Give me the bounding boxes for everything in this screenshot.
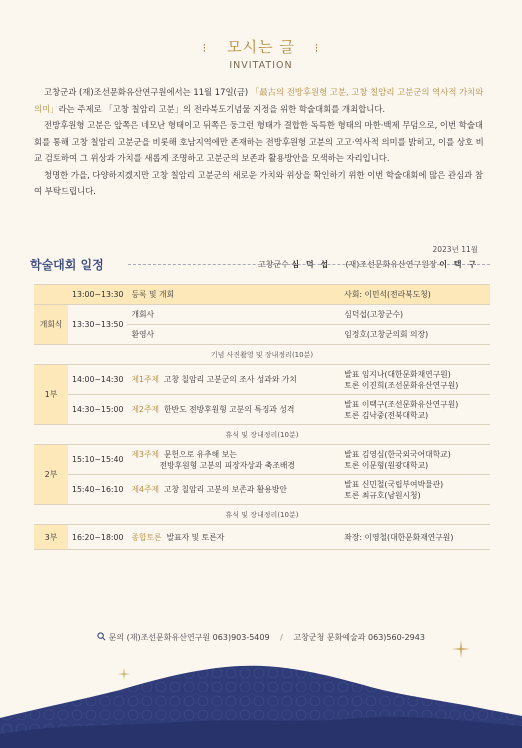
table-cell: 심덕섭(고창군수) — [340, 305, 490, 325]
presenter: 발표 신민철(국립부여박물관) — [344, 479, 444, 489]
theme-label: 종합토론 — [131, 532, 162, 542]
title-text: 모시는 글 — [227, 38, 295, 56]
theme-label: 제1주제 — [131, 375, 160, 384]
theme-label: 제3주제 — [131, 449, 160, 459]
invitation-date: 2023년 11월 — [432, 245, 478, 254]
invitation-header — [0, 36, 522, 71]
table-row — [34, 445, 490, 475]
table-cell — [340, 445, 490, 475]
table-cell: 등록 및 개회 — [127, 285, 340, 305]
signer-2-name: 이 택 구 — [439, 260, 478, 269]
table-cell: 14:00~14:30 — [68, 365, 127, 395]
theme-title: 문헌으로 유추해 보는 — [164, 449, 237, 459]
presenter: 발표 임지나(대한문화재연구원) — [344, 369, 451, 379]
table-row — [34, 365, 490, 395]
signer-1-name: 심 덕 섭 — [291, 260, 331, 269]
section-label: 3부 — [34, 525, 68, 550]
break-row: 기념 사진촬영 및 장내정리(10분) — [34, 345, 490, 365]
table-cell: 개회사 — [127, 305, 340, 325]
table-cell — [127, 525, 340, 550]
presenter: 발표 이택구(조선문화유산연구원) — [344, 399, 459, 409]
table-row — [34, 525, 490, 550]
table-cell: 13:00~13:30 — [68, 285, 127, 305]
discussant: 토론 최규호(남원시청) — [344, 490, 421, 500]
table-cell — [127, 395, 340, 425]
table-row — [34, 305, 490, 325]
table-cell — [340, 365, 490, 395]
paragraph-1 — [34, 84, 490, 117]
schedule-divider — [128, 264, 490, 265]
contact-separator: / — [280, 633, 283, 642]
theme-title-line2: 전방후원형 고분의 피장자상과 축조배경 — [159, 460, 295, 470]
theme-label: 제4주제 — [131, 485, 160, 494]
paragraph-1-end: 라는 주제로 「고창 칠암리 고분」의 전라북도기념물 지정을 위한 학술대회를 개최합니다. — [58, 103, 386, 114]
theme-title: 발표자 및 토론자 — [166, 532, 225, 542]
table-cell — [34, 285, 68, 305]
table-cell: 환영사 — [127, 325, 340, 345]
table-cell: 14:30~15:00 — [68, 395, 127, 425]
mountain-illustration — [0, 638, 522, 748]
table-cell: 15:40~16:10 — [68, 475, 127, 505]
dots-icon: ⁝ — [314, 41, 320, 55]
break-row: 휴식 및 장내정리(10분) — [34, 425, 490, 445]
invitation-subtitle: INVITATION — [229, 60, 293, 71]
theme-title: 고창 칠암리 고분의 보존과 활용방안 — [164, 485, 287, 494]
discussant: 토론 이문형(원광대학교) — [344, 460, 429, 470]
invitation-body — [34, 84, 490, 200]
contact-2: 고창군청 문화예술과 063)560-2943 — [293, 633, 425, 642]
schedule-title: 학술대회 일정 — [30, 258, 104, 272]
contact-1: 문의 (재)조선문화유산연구원 063)903-5409 — [108, 633, 270, 642]
table-cell — [127, 365, 340, 395]
schedule-table — [34, 284, 490, 550]
table-cell — [340, 395, 490, 425]
table-cell: 13:30~13:50 — [68, 305, 127, 345]
paragraph-2: 전방후원형 고분은 앞쪽은 네모난 형태이고 뒤쪽은 둥그런 형태가 결합한 독특한 형태의 마한·백제 무덤으로, 이번 학술대회를 통해 고창 칠암리 고분군을 비롯해 호남지역에만 존재하는 전방후원형 고분의 고고·역사적 의미를 밝히고, 이를 상호 비교 검토하여 그 위상과 가치를 새롭게 조명하고 고분군의 보존과 활용방안을 모색하는 자리입니다. — [34, 120, 484, 163]
table-cell — [340, 475, 490, 505]
table-cell: 15:10~15:40 — [68, 445, 127, 475]
table-cell: 좌장: 이영철(대한문화재연구원) — [340, 525, 490, 550]
paragraph-1-highlight: 「最古의 전방후원형 고분, 고창 칠암리 고분군의 역사적 가치와 의미」 — [34, 87, 484, 114]
table-row — [34, 285, 490, 305]
table-row — [34, 505, 490, 525]
table-cell — [127, 445, 340, 475]
theme-title: 고창 칠암리 고분군의 조사 성과와 가치 — [164, 375, 297, 384]
theme-title: 한반도 전방후원형 고분의 특징과 성격 — [164, 405, 295, 414]
discussant: 토론 이진희(조선문화유산연구원) — [344, 380, 459, 390]
section-label: 2부 — [34, 445, 68, 505]
table-row — [34, 425, 490, 445]
table-cell: 16:20~18:00 — [68, 525, 127, 550]
theme-label: 제2주제 — [131, 405, 160, 414]
section-label: 개회식 — [34, 305, 68, 345]
signer-1-org: 고창군수 — [257, 260, 289, 269]
section-label: 1부 — [34, 365, 68, 425]
table-row — [34, 345, 490, 365]
paragraph-1-start: 고창군과 (재)조선문화유산연구원에서는 11월 17일(금) — [44, 87, 251, 97]
invitation-title — [0, 36, 522, 57]
table-cell: 사회: 이민석(전라북도청) — [340, 285, 490, 305]
discussant: 토론 김낙중(전북대학교) — [344, 410, 429, 420]
table-row — [34, 395, 490, 425]
presenter: 발표 김영심(한국외국어대학교) — [344, 449, 451, 459]
table-cell: 임정호(고창군의회 의장) — [340, 325, 490, 345]
dots-icon: ⁝ — [202, 41, 208, 55]
table-cell — [127, 475, 340, 505]
signer-2-org: (재)조선문화유산연구원장 — [345, 260, 437, 269]
table-row — [34, 475, 490, 505]
break-row: 휴식 및 장내정리(10분) — [34, 505, 490, 525]
paragraph-3: 청명한 가을, 다양하지겠지만 고창 칠암리 고분군의 새로운 가치와 위상을 확인하기 위한 이번 학술대회에 많은 관심과 참여 부탁드립니다. — [34, 169, 484, 196]
